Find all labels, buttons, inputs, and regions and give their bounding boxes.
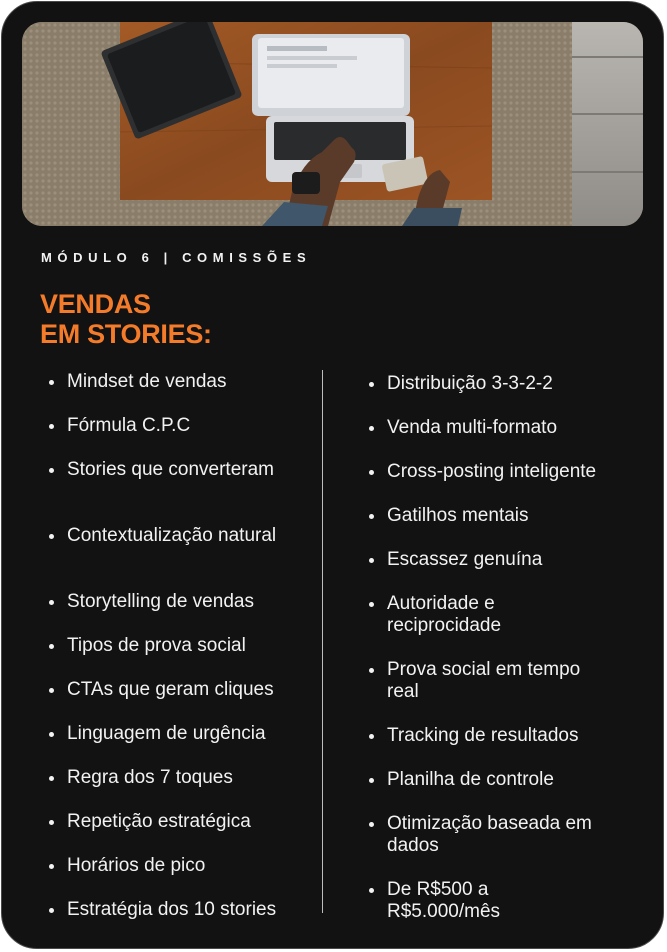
list-item: Gatilhos mentais — [361, 505, 529, 527]
list-item: Tipos de prova social — [41, 635, 246, 657]
module-label: MÓDULO 6 | COMISSÕES — [41, 250, 312, 265]
list-item: Repetição estratégica — [41, 811, 251, 833]
list-item: Mindset de vendas — [41, 371, 227, 393]
list-item: Distribuição 3-3-2-2 — [361, 373, 553, 395]
list-item: Planilha de controle — [361, 769, 554, 791]
list-item: Venda multi-formato — [361, 417, 557, 439]
list-item: Prova social em tempo real — [361, 659, 617, 703]
list-item: Escassez genuína — [361, 549, 542, 571]
list-item: Otimização baseada em dados — [361, 813, 637, 857]
list-item: Fórmula C.P.C — [41, 415, 190, 437]
list-item: Regra dos 7 toques — [41, 767, 233, 789]
list-item: Stories que converteram — [41, 459, 307, 481]
module-card — [1, 1, 664, 949]
list-item: Linguagem de urgência — [41, 723, 266, 745]
list-item: Cross-posting inteligente — [361, 461, 596, 483]
list-item: Storytelling de vendas — [41, 591, 254, 613]
laptop-desk-photo-icon — [22, 22, 643, 226]
list-item: Estratégia dos 10 stories — [41, 899, 276, 921]
column-divider — [322, 370, 323, 913]
page-title — [40, 289, 212, 349]
list-item: De R$500 a R$5.000/mês — [361, 879, 537, 923]
list-item: Contextualização natural — [41, 525, 307, 547]
title-line-2: EM STORIES: — [40, 319, 212, 349]
list-item: Tracking de resultados — [361, 725, 579, 747]
list-item: CTAs que geram cliques — [41, 679, 274, 701]
title-line-1: VENDAS — [40, 289, 151, 319]
list-item: Horários de pico — [41, 855, 205, 877]
hero-image — [22, 22, 643, 226]
list-item: Autoridade e reciprocidade — [361, 593, 557, 637]
